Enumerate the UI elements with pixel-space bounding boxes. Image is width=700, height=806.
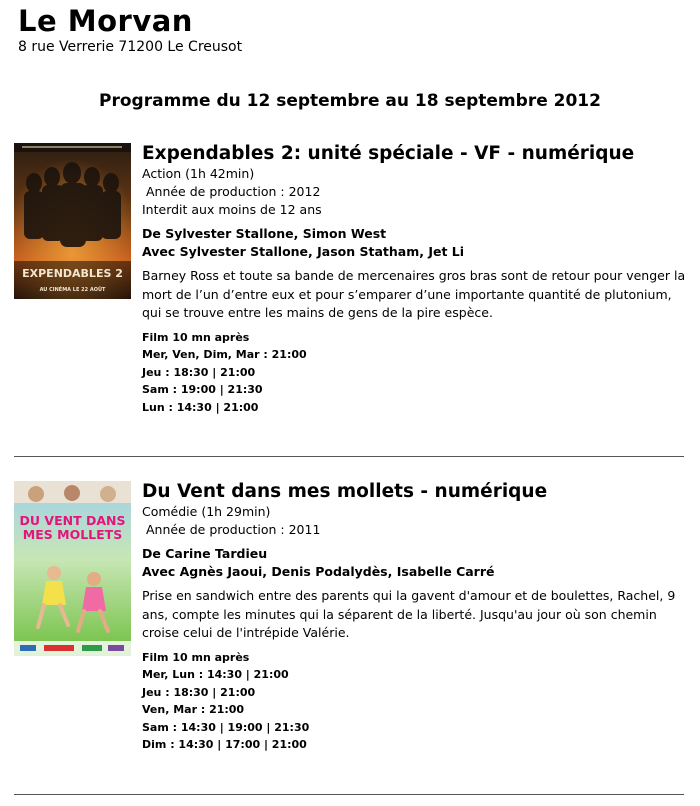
film-synopsis: Barney Ross et toute sa bande de mercenaires gros bras sont de retour pour venger la mort de l’un d’entre eux et pour s’emparer d’une importante quantité de plutonium, qui se trouve entre les mains de gens de la pire espèce. — [142, 268, 686, 320]
film-divider — [14, 794, 684, 795]
film-production-year: Année de production : 2012 — [142, 184, 321, 199]
film-poster-du-vent[interactable] — [14, 481, 131, 656]
film-start-note: Film 10 mn après — [142, 650, 250, 664]
film-poster-expendables[interactable] — [14, 143, 131, 299]
showtime-line: Ven, Mar : 21:00 — [142, 703, 245, 716]
showtime-line: Dim : 14:30 | 17:00 | 21:00 — [142, 738, 307, 751]
film-divider — [14, 456, 684, 457]
film-genre-duration: Comédie (1h 29min) — [142, 504, 271, 519]
poster-title-line1: DU VENT DANS — [19, 513, 126, 528]
poster-image — [14, 143, 131, 299]
poster-title-text: EXPENDABLES 2 — [22, 267, 123, 280]
cinema-address: 8 rue Verrerie 71200 Le Creusot — [18, 39, 243, 55]
showtime-line: Mer, Ven, Dim, Mar : 21:00 — [142, 348, 307, 361]
film-cast: Avec Agnès Jaoui, Denis Podalydès, Isabelle Carré — [142, 564, 495, 579]
showtime-line: Sam : 14:30 | 19:00 | 21:30 — [142, 720, 310, 734]
film-schedule — [142, 649, 690, 754]
showtime-line: Mer, Lun : 14:30 | 21:00 — [142, 668, 289, 681]
poster-title-line2: MES MOLLETS — [22, 527, 123, 542]
programme-title: Programme du 12 septembre au 18 septembre 2012 — [99, 91, 601, 111]
film-genre-duration: Action (1h 42min) — [142, 166, 255, 181]
film-director: De Carine Tardieu — [142, 546, 268, 561]
film-production-year: Année de production : 2011 — [142, 522, 321, 537]
showtime-line: Jeu : 18:30 | 21:00 — [142, 685, 256, 699]
film-title[interactable]: Expendables 2: unité spéciale - VF - numérique — [142, 143, 635, 164]
showtime-line: Sam : 19:00 | 21:30 — [142, 383, 263, 396]
film-age-restriction: Interdit aux moins de 12 ans — [142, 202, 322, 217]
film-info — [142, 143, 690, 416]
showtime-line: Lun : 14:30 | 21:00 — [142, 400, 259, 414]
cinema-name: Le Morvan — [18, 4, 193, 38]
showtime-line: Jeu : 18:30 | 21:00 — [142, 365, 256, 379]
film-schedule — [142, 329, 690, 417]
film-cast: Avec Sylvester Stallone, Jason Statham, Jet Li — [142, 244, 465, 259]
poster-image — [14, 481, 131, 656]
film-info — [142, 481, 690, 754]
film-director: De Sylvester Stallone, Simon West — [142, 226, 387, 241]
film-title[interactable]: Du Vent dans mes mollets - numérique — [142, 481, 548, 502]
film-start-note: Film 10 mn après — [142, 330, 250, 344]
film-synopsis: Prise en sandwich entre des parents qui la gavent d'amour et de boulettes, Rachel, 9 ans, compte les minutes qui la séparent de la liberté. Jusqu'au jour où son chemin croise celui de l'intrépide Valérie. — [142, 588, 676, 640]
poster-tagline: AU CINÉMA LE 22 AOÛT — [39, 287, 106, 293]
